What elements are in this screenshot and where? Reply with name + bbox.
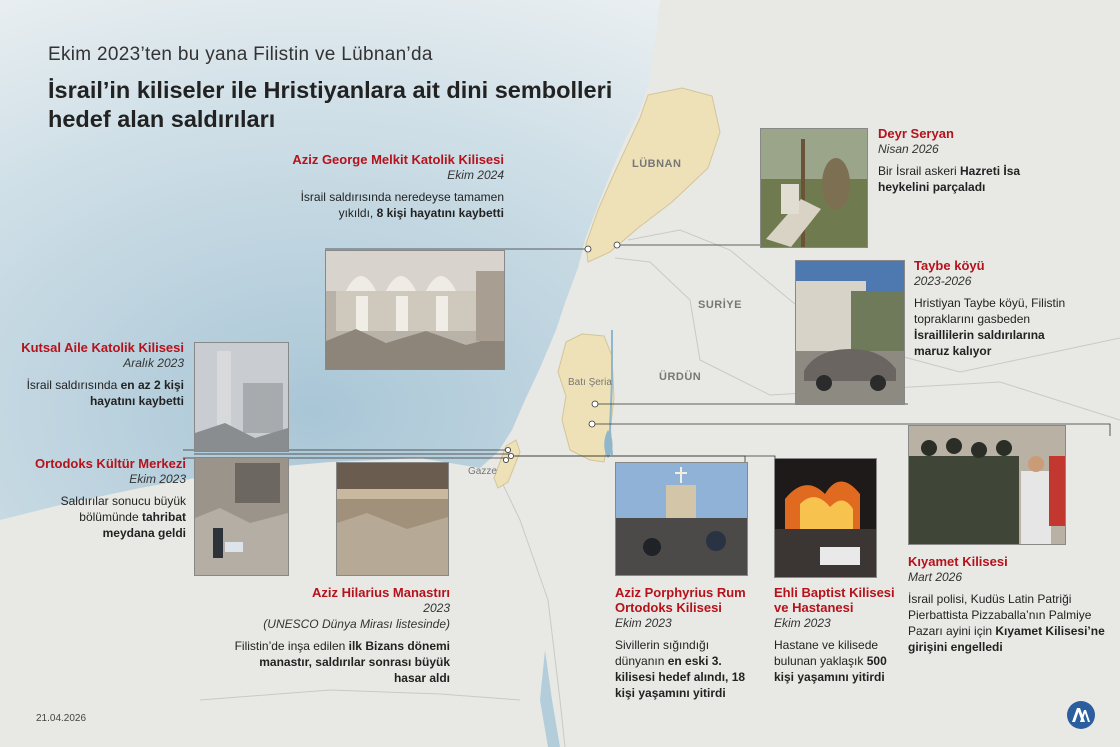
hospital-fire-image	[775, 459, 876, 577]
page-title: İsrail’in kiliseler ile Hristiyanlara ait dini sembolleri hedef alan saldırıları	[48, 77, 613, 132]
publish-date: 21.04.2026	[36, 713, 87, 724]
incident-desc: Saldırılar sonucu büyük bölümünde	[60, 494, 186, 524]
church-ruins-image	[326, 251, 504, 369]
monastery-ruins-image	[337, 463, 448, 575]
incident-title: Deyr Seryan	[878, 126, 954, 141]
incident-resurrection	[908, 554, 1108, 655]
incident-desc: Sivillerin sığındığı dünyanın	[615, 638, 710, 668]
incident-desc-bold: İsraillilerin saldırılarına maruz kalıyor	[914, 328, 1045, 358]
incident-desc-bold: 500 kişi yaşamını yitirdi	[774, 654, 887, 684]
photo-resurrection-police	[908, 425, 1066, 545]
photo-ahli-hospital-fire	[774, 458, 877, 578]
map-label-jordan: ÜRDÜN	[659, 371, 702, 383]
map-label-lebanon: LÜBNAN	[632, 158, 682, 170]
incident-orthodox-center	[24, 456, 186, 541]
incident-hilarion	[230, 585, 450, 686]
incident-title: Taybe köyü	[914, 258, 985, 273]
burned-car-image	[796, 261, 904, 404]
photo-taybe-burned-car	[795, 260, 905, 405]
rubble-image	[195, 458, 288, 575]
incident-desc-bold: Hazreti İsa heykelini parçaladı	[878, 164, 1021, 194]
incident-desc: Bir İsrail askeri	[878, 164, 961, 178]
incident-desc-bold: en az 2 kişi hayatını kaybetti	[89, 378, 184, 408]
incident-taybe	[914, 258, 1079, 359]
map-label-gaza: Gazze	[468, 466, 497, 477]
photo-porphyrius-church	[615, 462, 748, 576]
photo-orthodox-center-rubble	[194, 457, 289, 576]
incident-ahli	[774, 585, 899, 685]
incident-title: Kıyamet Kilisesi	[908, 554, 1008, 569]
incident-title: Aziz Hilarius Manastırı	[312, 585, 450, 600]
incident-desc: İsrail saldırısında neredeyse tamamen yıkıldı,	[300, 190, 504, 220]
incident-title: Ortodoks Kültür Merkezi	[35, 456, 186, 471]
incident-desc: İsrail polisi, Kudüs Latin Patriği Pierbattista Pizzaballa’nın Palmiye Pazarı ayini için	[908, 592, 1092, 638]
incident-title: Ehli Baptist Kilisesi ve Hastanesi	[774, 585, 895, 615]
incident-note: (UNESCO Dünya Mirası listesinde)	[263, 617, 450, 631]
incident-desc-bold: ilk Bizans dönemi manastır, saldırılar sonrası büyük hasar aldı	[259, 639, 450, 685]
incident-desc-bold: Kıyamet Kilisesi’ne girişini engelledi	[908, 624, 1105, 654]
incident-date: Ekim 2023	[774, 616, 831, 630]
incident-desc-bold: tahribat meydana geldi	[102, 510, 186, 540]
incident-date: Nisan 2026	[878, 142, 939, 156]
map-label-west-bank: Batı Şeria	[568, 377, 612, 388]
incident-date: Ekim 2023	[615, 616, 672, 630]
incident-date: 2023	[423, 601, 450, 615]
incident-desc: Filistin’de inşa edilen	[234, 639, 349, 653]
incident-porphyrius	[615, 585, 760, 701]
incident-title: Kutsal Aile Katolik Kilisesi	[21, 340, 184, 355]
incident-title: Aziz George Melkit Katolik Kilisesi	[292, 152, 504, 167]
agency-logo-icon	[1066, 700, 1096, 730]
subtitle: Ekim 2023’ten bu yana Filistin ve Lübnan’da	[48, 44, 433, 65]
incident-desc: Hastane ve kilisede bulunan yaklaşık	[774, 638, 879, 668]
incident-desc: Hristiyan Taybe köyü, Filistin topraklarını gasbeden	[914, 296, 1066, 326]
map-label-syria: SURİYE	[698, 299, 742, 311]
photo-deir-seryan-statue	[760, 128, 868, 248]
incident-date: 2023-2026	[914, 274, 972, 288]
incident-title: Aziz Porphyrius Rum Ortodoks Kilisesi	[615, 585, 746, 615]
incident-desc-bold: 8 kişi hayatını kaybetti	[376, 206, 504, 220]
incident-holy-family	[20, 340, 184, 409]
statue-image	[761, 129, 867, 247]
incident-date: Ekim 2023	[129, 472, 186, 486]
incident-melkite	[290, 152, 504, 221]
photo-hilarion-monastery	[336, 462, 449, 576]
incident-desc: İsrail saldırısında	[26, 378, 121, 392]
incident-date: Aralık 2023	[123, 356, 184, 370]
incident-date: Ekim 2024	[447, 168, 504, 182]
photo-melkite-church-ruins	[325, 250, 505, 370]
church-facade-image	[616, 463, 747, 575]
incident-desc-bold: en eski 3. kilisesi hedef alındı, 18 kişi yaşamını yitirdi	[615, 654, 746, 700]
incident-deir-seryan	[878, 126, 1038, 195]
church-tower-image	[195, 343, 288, 451]
police-crowd-image	[909, 426, 1065, 544]
photo-holy-family-church	[194, 342, 289, 452]
incident-date: Mart 2026	[908, 570, 963, 584]
